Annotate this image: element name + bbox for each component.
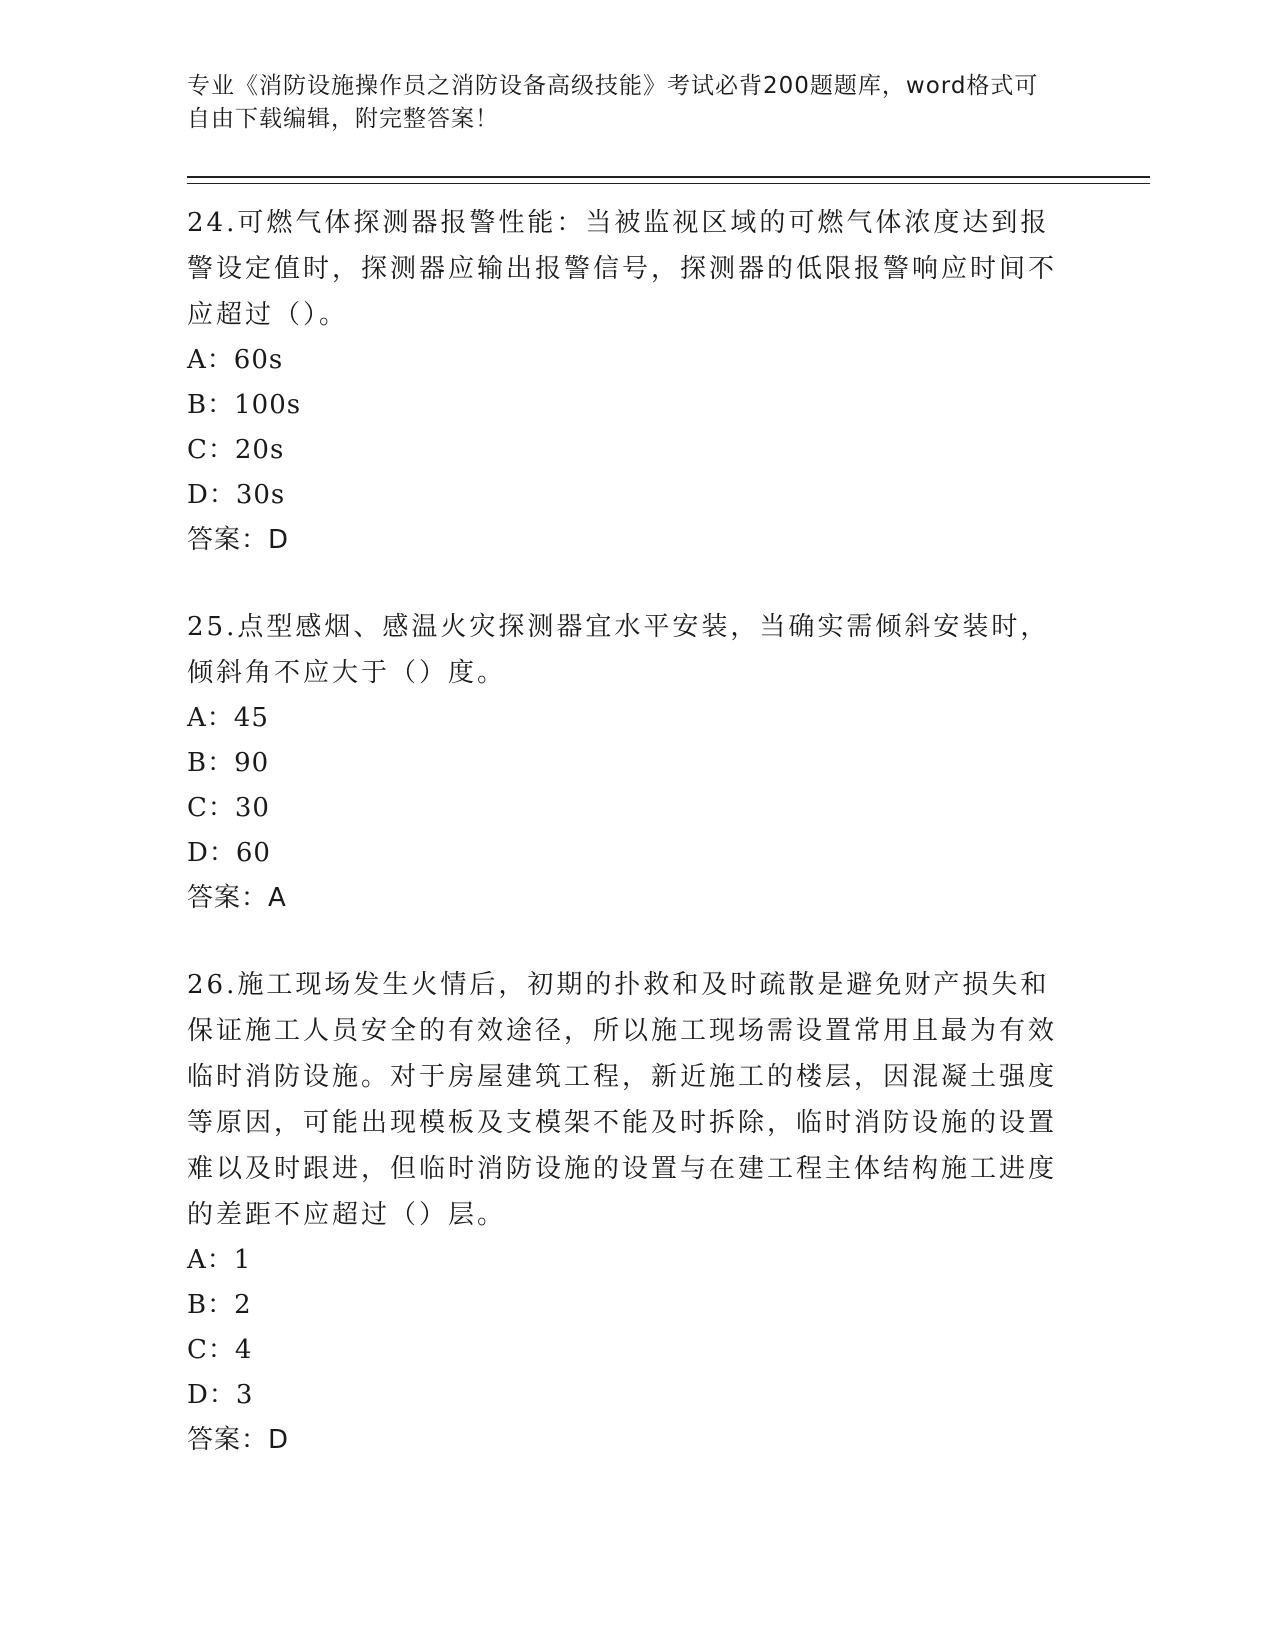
option-c: C：20s [187, 435, 285, 465]
spacer [187, 921, 1147, 962]
question-24 [187, 200, 1147, 563]
option-a: A：45 [187, 703, 269, 733]
question-26 [187, 962, 1147, 1463]
question-stem: 24.可燃气体探测器报警性能：当被监视区域的可燃气体浓度达到报警设定值时，探测器应输出报警信号，探测器的低限报警响应时间不应超过（）。 [187, 208, 1058, 330]
option-d: D：60 [187, 838, 271, 868]
option-a: A：60s [187, 345, 284, 375]
document-header: 专业《消防设施操作员之消防设备高级技能》考试必背200题题库，word格式可自由下载编辑，附完整答案！ [187, 73, 1039, 132]
option-b: B：90 [187, 748, 270, 778]
option-c: C：4 [187, 1335, 253, 1365]
document-page [187, 70, 1147, 1463]
option-b: B：2 [187, 1290, 252, 1320]
spacer [187, 563, 1147, 604]
question-stem: 25.点型感烟、感温火灾探测器宜水平安装，当确实需倾斜安装时，倾斜角不应大于（）度。 [187, 612, 1050, 688]
question-stem: 26.施工现场发生火情后，初期的扑救和及时疏散是避免财产损失和保证施工人员安全的有效途径，所以施工现场需设置常用且最为有效临时消防设施。对于房屋建筑工程，新近施工的楼层，因混凝土强度等原因，可能出现模板及支模架不能及时拆除，临时消防设施的设置难以及时跟进，但临时消防设施的设置与在建工程主体结构施工进度的差距不应超过（）层。 [187, 970, 1058, 1230]
answer-line: 答案：A [187, 883, 287, 913]
option-d: D：3 [187, 1380, 254, 1410]
option-b: B：100s [187, 390, 302, 420]
option-c: C：30 [187, 793, 270, 823]
header-divider [187, 176, 1150, 184]
question-25 [187, 604, 1147, 921]
answer-line: 答案：D [187, 525, 290, 555]
answer-line: 答案：D [187, 1425, 290, 1455]
option-a: A：1 [187, 1245, 252, 1275]
option-d: D：30s [187, 480, 286, 510]
